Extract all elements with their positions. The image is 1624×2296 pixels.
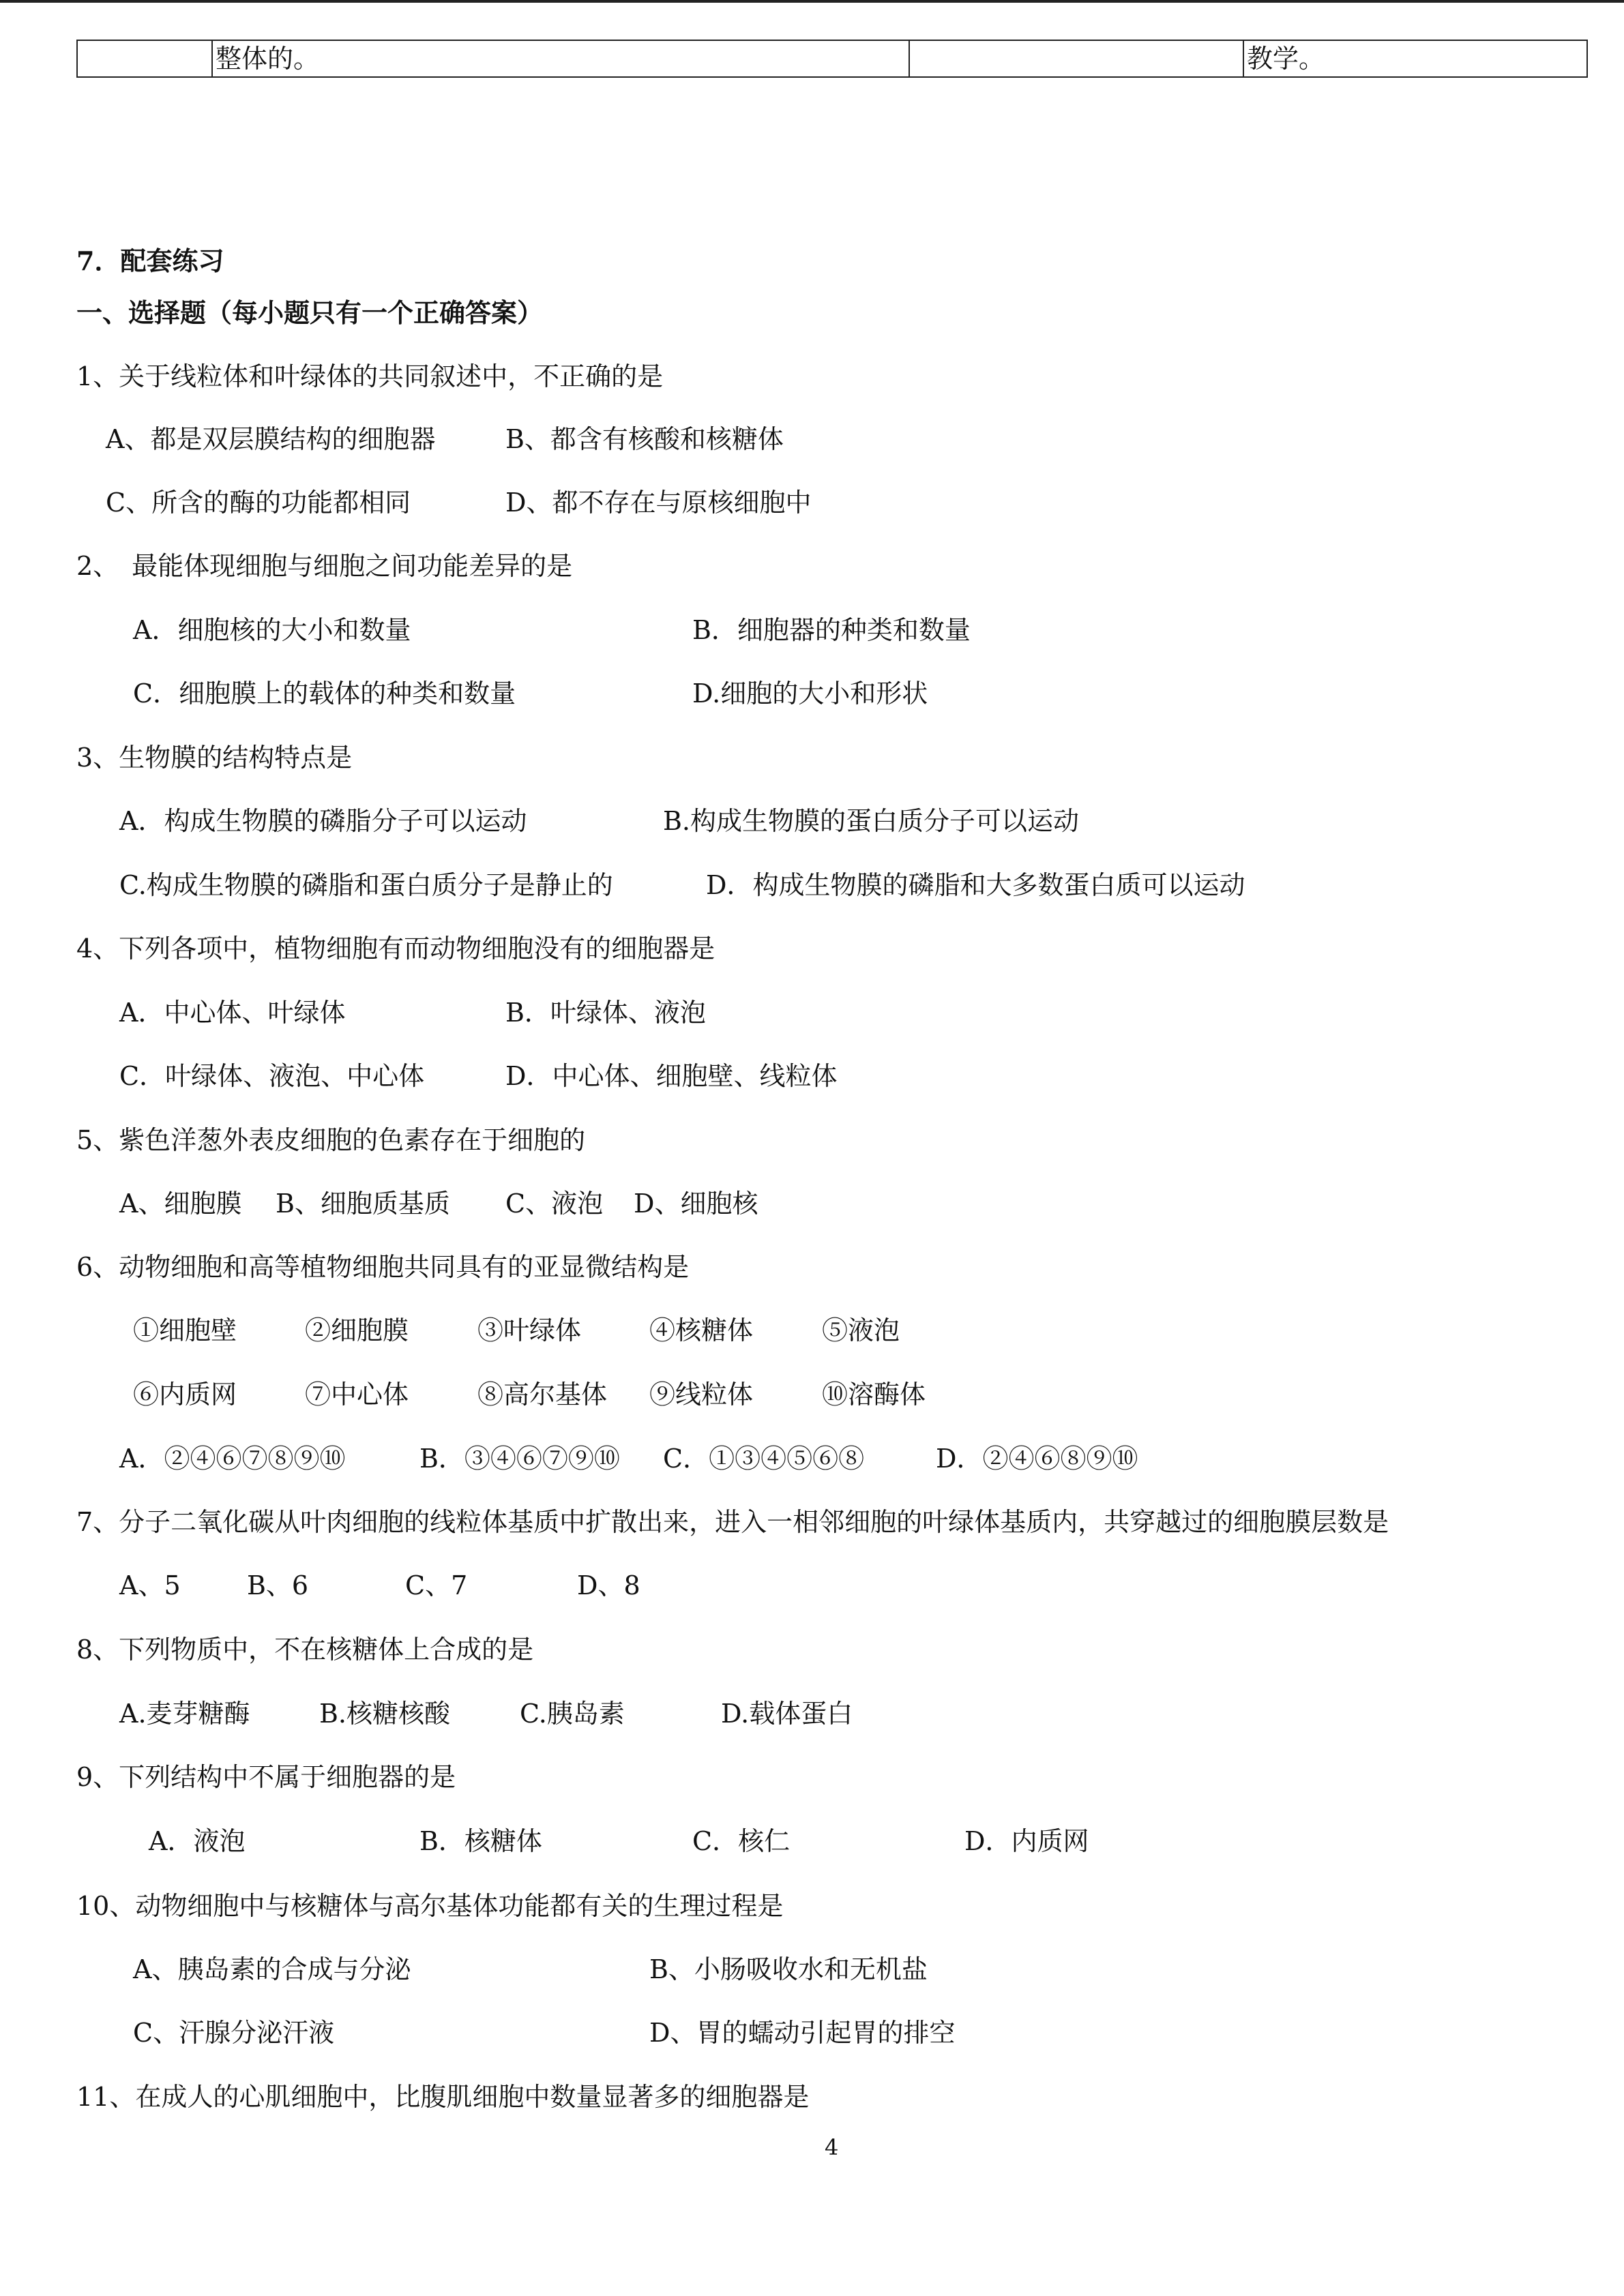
question-8-stem: 8、下列物质中，不在核糖体上合成的是 [76, 1635, 534, 1665]
table-row [77, 40, 1587, 77]
question-10-option-c: C、汗腺分泌汗液 [133, 2018, 335, 2048]
question-10-option-d: D、胃的蠕动引起胃的排空 [649, 2018, 956, 2048]
question-6-structure: ⑧高尔基体 [477, 1380, 608, 1410]
question-6-structure: ⑩溶酶体 [822, 1380, 926, 1410]
question-7-option-d: D、8 [577, 1570, 640, 1600]
page-number: 4 [825, 2134, 839, 2160]
question-1-option-c: C、所含的酶的功能都相同 [106, 488, 411, 518]
question-3-option-b: B.构成生物膜的蛋白质分子可以运动 [663, 806, 1080, 836]
question-8-option-c: C.胰岛素 [520, 1699, 625, 1729]
question-7-option-b: B、6 [247, 1570, 309, 1600]
question-6-structure: ⑦中心体 [305, 1380, 409, 1410]
question-7-stem: 7、分子二氧化碳从叶肉细胞的线粒体基质中扩散出来，进入一相邻细胞的叶绿体基质内，共穿越过的细胞膜层数是 [76, 1507, 1389, 1537]
question-7-option-a: A、5 [119, 1570, 181, 1600]
question-6-structure: ⑥内质网 [133, 1380, 237, 1410]
question-5-option-d: D、细胞核 [634, 1189, 758, 1219]
question-3-option-d: D．构成生物膜的磷脂和大多数蛋白质可以运动 [706, 870, 1245, 900]
question-6-option-a: A．②④⑥⑦⑧⑨⑩ [119, 1444, 346, 1474]
question-1-option-b: B、都含有核酸和核糖体 [505, 424, 784, 454]
question-8-option-b: B.核糖核酸 [319, 1699, 451, 1729]
question-6-structure: ①细胞壁 [133, 1315, 237, 1345]
table-cell: 整体的。 [212, 40, 909, 77]
question-9-option-b: B．核糖体 [419, 1826, 542, 1856]
question-9-option-d: D．内质网 [964, 1826, 1089, 1856]
table-cell [77, 40, 212, 77]
question-6-structure: ⑨线粒体 [649, 1380, 754, 1410]
question-6-structure: ③叶绿体 [477, 1315, 582, 1345]
question-3-stem: 3、生物膜的结构特点是 [76, 743, 353, 773]
question-11-stem: 11、在成人的心肌细胞中，比腹肌细胞中数量显著多的细胞器是 [76, 2082, 810, 2112]
question-1-option-a: A、都是双层膜结构的细胞器 [106, 424, 436, 454]
question-1-stem: 1、关于线粒体和叶绿体的共同叙述中，不正确的是 [76, 361, 664, 391]
question-9-stem: 9、下列结构中不属于细胞器的是 [76, 1762, 456, 1792]
question-6-stem: 6、动物细胞和高等植物细胞共同具有的亚显微结构是 [76, 1252, 690, 1282]
continued-table [76, 40, 1588, 78]
question-4-option-a: A．中心体、叶绿体 [119, 998, 346, 1028]
question-2-option-a: A．细胞核的大小和数量 [133, 615, 411, 645]
question-4-option-b: B．叶绿体、液泡 [505, 998, 706, 1028]
question-7-option-c: C、7 [405, 1570, 468, 1600]
question-5-stem: 5、紫色洋葱外表皮细胞的色素存在于细胞的 [76, 1125, 586, 1155]
question-4-stem: 4、下列各项中，植物细胞有而动物细胞没有的细胞器是 [76, 934, 715, 964]
question-1-option-d: D、都不存在与原核细胞中 [505, 488, 812, 518]
question-9-option-a: A．液泡 [149, 1826, 246, 1856]
question-4-option-d: D．中心体、细胞壁、线粒体 [505, 1061, 838, 1091]
table-cell: 教学。 [1243, 40, 1587, 77]
question-3-option-c: C.构成生物膜的磷脂和蛋白质分子是静止的 [119, 870, 613, 900]
question-5-option-c: C、液泡 [505, 1189, 604, 1219]
question-2-option-d: D.细胞的大小和形状 [692, 679, 928, 709]
section-heading: 7．配套练习 [76, 245, 224, 276]
question-5-option-b: B、细胞质基质 [276, 1189, 450, 1219]
question-9-option-c: C．核仁 [692, 1826, 791, 1856]
question-8-option-d: D.载体蛋白 [721, 1699, 853, 1729]
question-6-option-d: D．②④⑥⑧⑨⑩ [936, 1444, 1138, 1474]
section-subheading: 一、选择题（每小题只有一个正确答案） [76, 297, 544, 328]
question-3-option-a: A．构成生物膜的磷脂分子可以运动 [119, 806, 527, 836]
question-6-structure: ⑤液泡 [822, 1315, 900, 1345]
question-10-stem: 10、动物细胞中与核糖体与高尔基体功能都有关的生理过程是 [76, 1891, 784, 1921]
question-2-stem: 2、 最能体现细胞与细胞之间功能差异的是 [76, 551, 573, 581]
page-top-border [0, 0, 1624, 3]
question-5-option-a: A、细胞膜 [119, 1189, 242, 1219]
question-8-option-a: A.麦芽糖酶 [119, 1699, 250, 1729]
question-10-option-a: A、胰岛素的合成与分泌 [133, 1954, 411, 1984]
question-4-option-c: C．叶绿体、液泡、中心体 [119, 1061, 425, 1091]
question-6-option-c: C．①③④⑤⑥⑧ [663, 1444, 865, 1474]
question-2-option-b: B．细胞器的种类和数量 [692, 615, 971, 645]
table-cell [909, 40, 1243, 77]
question-6-structure: ②细胞膜 [305, 1315, 409, 1345]
question-10-option-b: B、小肠吸收水和无机盐 [649, 1954, 928, 1984]
question-2-option-c: C．细胞膜上的载体的种类和数量 [133, 679, 516, 709]
question-6-option-b: B．③④⑥⑦⑨⑩ [419, 1444, 620, 1474]
question-6-structure: ④核糖体 [649, 1315, 754, 1345]
